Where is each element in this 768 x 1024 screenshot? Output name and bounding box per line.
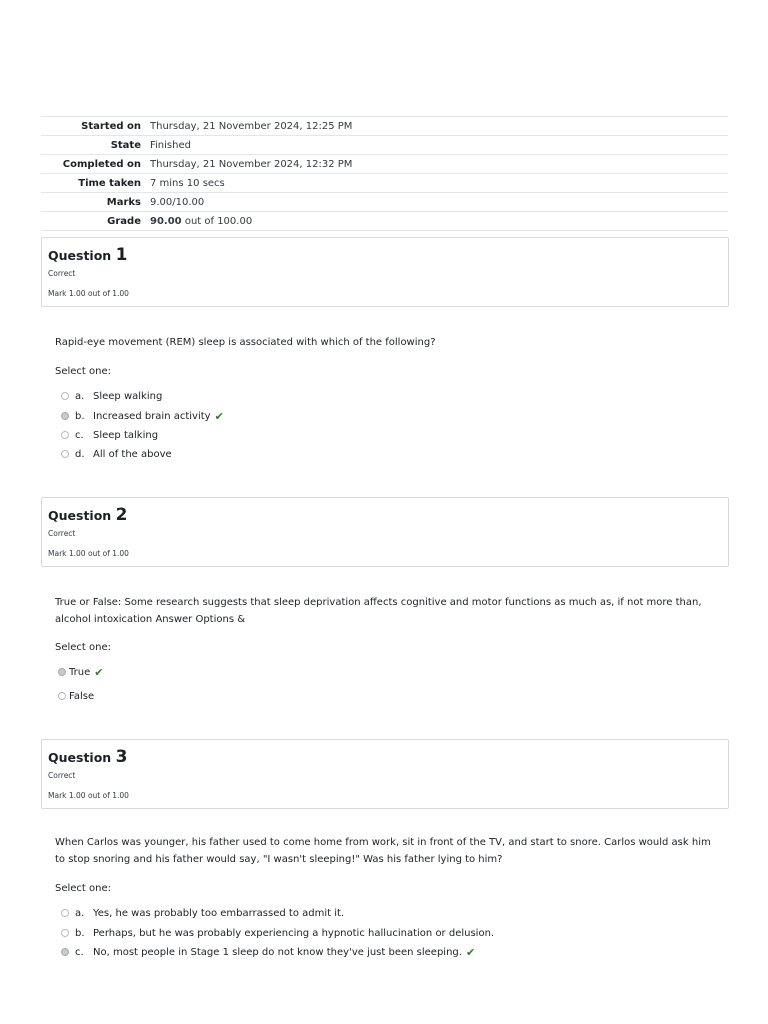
option-letter: a. (75, 390, 85, 402)
radio-button[interactable] (58, 692, 66, 700)
option-letter: c. (75, 946, 84, 958)
select-one-label: Select one: (55, 642, 112, 653)
answer-option[interactable] (58, 665, 103, 679)
radio-button[interactable] (61, 392, 69, 400)
radio-button[interactable] (61, 929, 69, 937)
question-info-2 (41, 497, 729, 567)
summary-row-time-taken (41, 174, 728, 193)
summary-label: State (41, 136, 150, 155)
question-label: Question (48, 248, 112, 263)
summary-label: Completed on (41, 155, 150, 174)
option-letter: c. (75, 429, 84, 441)
option-letter: d. (75, 448, 85, 460)
summary-row-started (41, 117, 728, 136)
option-text: No, most people in Stage 1 sleep do not know they've just been sleeping. (93, 946, 462, 958)
summary-row-marks (41, 193, 728, 212)
question-text: When Carlos was younger, his father used to come home from work, sit in front of the TV, and start to snore. Carlos would ask him to stop snoring and his father would say, "I wasn't sleeping!" Was his father lying to him? (55, 837, 711, 865)
summary-row-state (41, 136, 728, 155)
summary-value: Thursday, 21 November 2024, 12:25 PM (150, 117, 728, 136)
option-text: Increased brain activity (93, 410, 211, 422)
question-number: 1 (115, 245, 128, 265)
option-text: False (69, 690, 95, 702)
option-text: True (69, 666, 91, 678)
option-text: Sleep talking (93, 429, 159, 441)
question-mark: Mark 1.00 out of 1.00 (48, 791, 129, 800)
option-letter: b. (75, 410, 85, 422)
grade-score: 90.00 (150, 215, 182, 227)
attempt-summary-table (41, 116, 728, 231)
radio-button[interactable] (61, 450, 69, 458)
question-label: Question (48, 508, 112, 523)
option-text: Sleep walking (93, 390, 163, 402)
question-number: 3 (115, 747, 128, 767)
summary-label: Grade (41, 212, 150, 231)
question-title (48, 505, 127, 525)
answer-option[interactable] (61, 428, 158, 442)
select-one-label: Select one: (55, 883, 112, 894)
question-text: Rapid-eye movement (REM) sleep is associated with which of the following? (55, 337, 436, 348)
option-letter: b. (75, 927, 85, 939)
option-letter: a. (75, 907, 85, 919)
answer-option[interactable] (61, 926, 494, 940)
summary-label: Started on (41, 117, 150, 136)
select-one-label: Select one: (55, 366, 112, 377)
question-state: Correct (48, 269, 76, 278)
radio-button-selected[interactable] (61, 412, 69, 420)
option-text: Perhaps, but he was probably experiencing a hypnotic hallucination or delusion. (93, 927, 495, 939)
option-text: All of the above (93, 448, 172, 460)
question-info-1 (41, 237, 729, 307)
question-text: True or False: Some research suggests that sleep deprivation affects cognitive and motor functions as much as, if not more than, alcohol intoxication Answer Options & (55, 597, 702, 625)
question-info-3 (41, 739, 729, 809)
summary-label: Marks (41, 193, 150, 212)
summary-value: 7 mins 10 secs (150, 174, 728, 193)
correct-check-icon: ✔ (214, 409, 224, 423)
question-title (48, 747, 127, 767)
answer-option[interactable] (61, 447, 172, 461)
question-state: Correct (48, 529, 76, 538)
summary-row-grade (41, 212, 728, 231)
answer-option[interactable] (61, 409, 224, 423)
question-number: 2 (115, 505, 128, 525)
summary-value (150, 212, 728, 231)
answer-option[interactable] (61, 945, 475, 959)
summary-value: Finished (150, 136, 728, 155)
correct-check-icon: ✔ (465, 945, 476, 959)
correct-check-icon: ✔ (94, 665, 104, 679)
answer-option[interactable] (61, 906, 344, 920)
summary-label: Time taken (41, 174, 150, 193)
question-state: Correct (48, 771, 76, 780)
radio-button[interactable] (61, 431, 69, 439)
question-mark: Mark 1.00 out of 1.00 (48, 289, 129, 298)
question-label: Question (48, 750, 112, 765)
summary-row-completed (41, 155, 728, 174)
answer-option[interactable] (58, 689, 94, 703)
option-text: Yes, he was probably too embarrassed to admit it. (93, 907, 345, 919)
answer-option[interactable] (61, 389, 162, 403)
question-mark: Mark 1.00 out of 1.00 (48, 549, 129, 558)
radio-button-selected[interactable] (58, 668, 66, 676)
summary-value: 9.00/10.00 (150, 193, 728, 212)
radio-button-selected[interactable] (61, 948, 69, 956)
radio-button[interactable] (61, 909, 69, 917)
grade-out-of: out of 100.00 (181, 215, 253, 227)
summary-value: Thursday, 21 November 2024, 12:32 PM (150, 155, 728, 174)
question-title (48, 245, 127, 265)
